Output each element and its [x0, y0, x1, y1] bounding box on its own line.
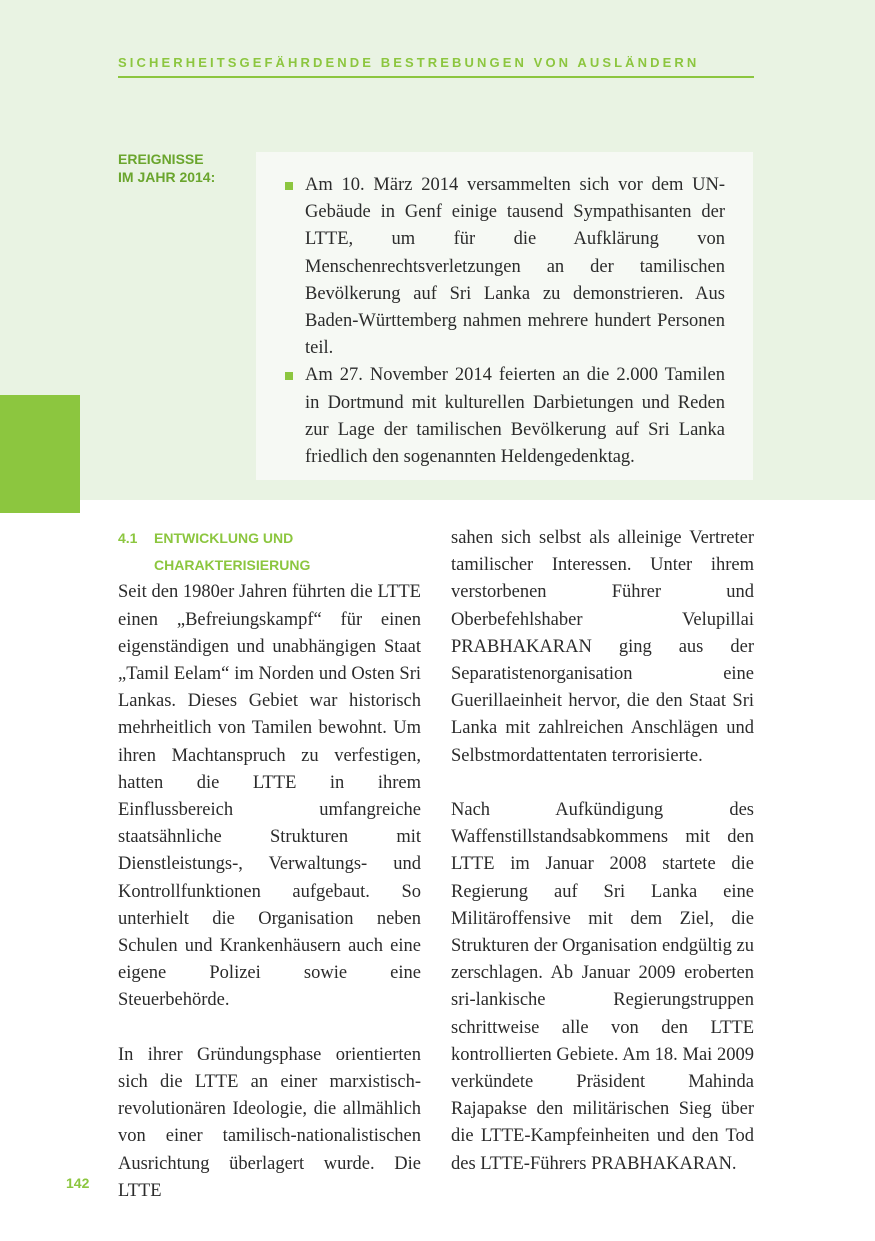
chapter-tab-marker: [0, 395, 80, 513]
events-list-item: [284, 362, 725, 471]
body-paragraph: sahen sich selbst als alleinige Vertreter tamilischer Interessen. Unter ihrem verstorbenen Führer und Oberbefehlshaber Velupillai PRABHAKARAN ging aus der Separatistenorganisation eine Guerillaeinheit hervor, die den Staat Sri Lanka mit zahlreichen Anschlägen und Selbstmordattentaten terrorisierte.: [451, 528, 754, 766]
body-paragraph: In ihrer Gründungsphase orientierten sich die LTTE an einer marxistisch-revolutionären Ideologie, die allmählich von einer tamilisch-nationalistischen Ausrichtung überlagert wurde. Die LTTE: [118, 1044, 421, 1201]
section-title-line1: ENTWICKLUNG UND: [154, 530, 294, 546]
events-label-line2: IM JAHR 2014:: [118, 169, 216, 185]
events-item-text: Am 27. November 2014 feierten an die 2.000 Tamilen in Dortmund mit kulturellen Darbietungen und Reden zur Lage der tamilischen Bevölkerung auf Sri Lanka friedlich den sogenannten Heldengedenktag.: [305, 365, 725, 468]
square-bullet-icon: [285, 182, 293, 190]
events-list: [284, 172, 725, 471]
events-list-item: [284, 172, 725, 362]
events-label: [118, 150, 248, 186]
page-number: 142: [66, 1175, 90, 1191]
events-box: [256, 152, 753, 480]
body-column-left: [118, 525, 421, 1205]
section-heading: [118, 525, 421, 579]
body-column-right: [451, 525, 754, 1178]
section-number: 4.1: [118, 530, 138, 546]
section-title: [154, 525, 310, 579]
events-label-line1: EREIGNISSE: [118, 151, 204, 167]
body-paragraph: Nach Aufkündigung des Waffenstillstandsabkommens mit den LTTE im Januar 2008 startete die Regierung auf Sri Lanka eine Militäroffensive mit dem Ziel, die Strukturen der Organisation endgültig zu zerschlagen. Ab Januar 2009 eroberten sri-lankische Regierungstruppen schrittweise alle von den LTTE kontrollierten Gebiete. Am 18. Mai 2009 verkündete Präsident Mahinda Rajapakse den militärischen Sieg über die LTTE-Kampfeinheiten und den Tod des LTTE-Führers PRABHAKARAN.: [451, 800, 754, 1174]
section-title-line2: CHARAKTERISIERUNG: [154, 557, 311, 574]
square-bullet-icon: [285, 372, 293, 380]
events-item-text: Am 10. März 2014 versammelten sich vor dem UN-Gebäude in Genf einige tausend Sympathisanten der LTTE, um für die Aufklärung von Menschenrechtsverletzungen an der tamilischen Bevölkerung auf Sri Lanka zu demonstrieren. Aus Baden-Württemberg nahmen mehrere hundert Personen teil.: [305, 175, 725, 359]
body-paragraph: Seit den 1980er Jahren führten die LTTE einen „Befreiungskampf“ für einen eigenständigen und unabhängigen Staat „Tamil Eelam“ im Norden und Osten Sri Lankas. Dieses Gebiet war historisch mehrheitlich von Tamilen bewohnt. Um ihren Machtanspruch zu verfestigen, hatten die LTTE in ihrem Einflussbereich umfangreiche staatsähnliche Strukturen mit Dienstleistungs-, Verwaltungs- und Kontrollfunktionen aufgebaut. So unterhielt die Organisation neben Schulen und Krankenhäusern auch eine eigene Polizei sowie eine Steuerbehörde.: [118, 582, 421, 1011]
running-title: SICHERHEITSGEFÄHRDENDE BESTREBUNGEN VON AUSLÄNDERN: [118, 55, 700, 70]
header-rule: [118, 76, 754, 78]
